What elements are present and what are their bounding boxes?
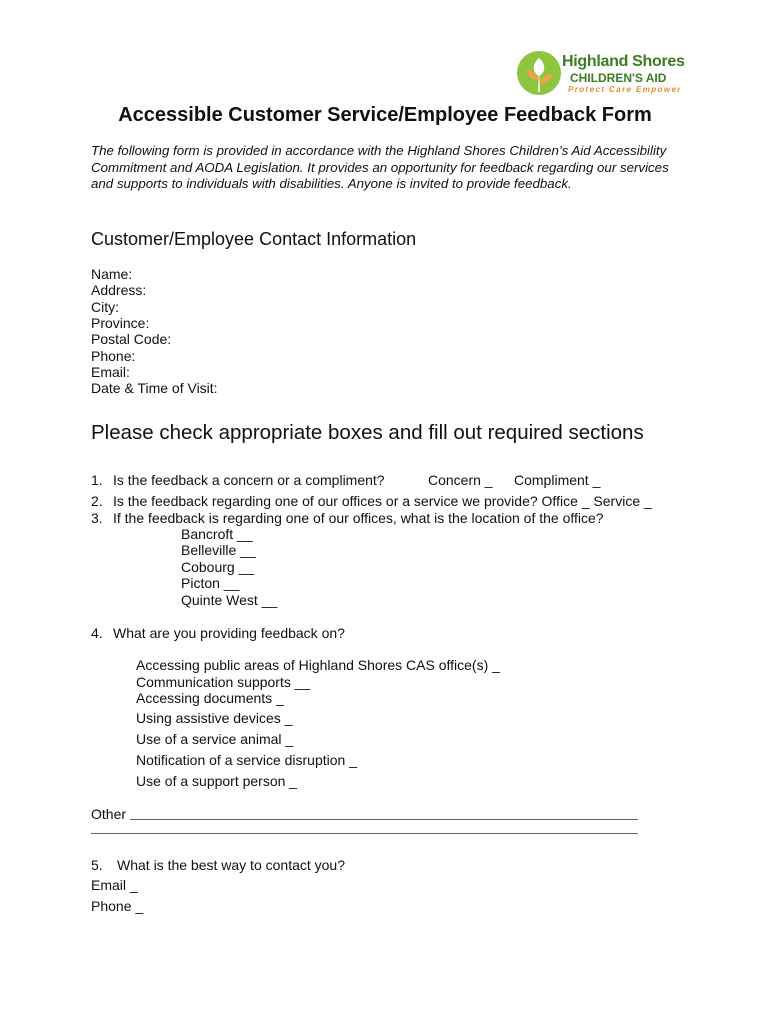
question-number: 2. [91, 493, 103, 509]
office-option[interactable]: Quinte West __ [181, 592, 278, 608]
feedback-option[interactable]: Using assistive devices _ [136, 710, 293, 726]
field-postal-code[interactable]: Postal Code: [91, 331, 172, 347]
contact-heading: Customer/Employee Contact Information [91, 229, 417, 249]
field-city[interactable]: City: [91, 299, 119, 315]
feedback-option[interactable]: Accessing documents _ [136, 690, 284, 706]
question-number: 5. [91, 857, 103, 873]
question-text: Is the feedback a concern or a compliment? [113, 472, 385, 488]
office-option[interactable]: Belleville __ [181, 542, 256, 558]
option-concern[interactable]: Concern _ [428, 472, 493, 488]
question-text: If the feedback is regarding one of our offices, what is the location of the office? [113, 510, 604, 526]
feedback-option[interactable]: Notification of a service disruption _ [136, 752, 357, 768]
logo-tagline: Protect Care Empower [568, 85, 682, 94]
question-text: What is the best way to contact you? [117, 857, 346, 873]
intro-paragraph: The following form is provided in accordance with the Highland Shores Children’s Aid Accessibility Commitment and AODA Legislation. It provides an opportunity for feedback regarding our services and supports to individuals with disabilities. Anyone is invited to provide feedback. [91, 143, 669, 191]
question-text: What are you providing feedback on? [113, 625, 345, 641]
feedback-option[interactable]: Accessing public areas of Highland Shores CAS office(s) _ [136, 657, 500, 673]
logo-childrens-aid: CHILDREN'S AID [570, 71, 667, 85]
contact-option-email[interactable]: Email _ [91, 877, 138, 893]
form-title: Accessible Customer Service/Employee Feedback Form [118, 104, 652, 126]
office-option[interactable]: Cobourg __ [181, 559, 255, 575]
field-province[interactable]: Province: [91, 315, 150, 331]
feedback-option[interactable]: Communication supports __ [136, 674, 311, 690]
office-option[interactable]: Bancroft __ [181, 526, 253, 542]
question-number: 4. [91, 625, 103, 641]
contact-option-phone[interactable]: Phone _ [91, 898, 144, 914]
question-number: 3. [91, 510, 103, 526]
feedback-option[interactable]: Use of a support person _ [136, 773, 298, 789]
other-line-2[interactable] [91, 833, 638, 834]
field-address[interactable]: Address: [91, 282, 147, 298]
office-option[interactable]: Picton __ [181, 575, 240, 591]
feedback-option[interactable]: Use of a service animal _ [136, 731, 294, 747]
field-name[interactable]: Name: [91, 266, 133, 282]
logo-org-name: Highland Shores [562, 53, 685, 70]
question-text[interactable]: Is the feedback regarding one of our offices or a service we provide? Office _ Service _ [113, 493, 652, 509]
field-email[interactable]: Email: [91, 364, 130, 380]
other-label: Other [91, 806, 127, 822]
other-line-1[interactable] [130, 819, 638, 820]
field-phone[interactable]: Phone: [91, 348, 136, 364]
leaf-circle-icon [516, 50, 562, 96]
option-compliment[interactable]: Compliment _ [514, 472, 601, 488]
question-number: 1. [91, 472, 103, 488]
field-date-time[interactable]: Date & Time of Visit: [91, 380, 218, 396]
organization-logo [516, 50, 686, 100]
section-heading: Please check appropriate boxes and fill out required sections [91, 421, 644, 444]
